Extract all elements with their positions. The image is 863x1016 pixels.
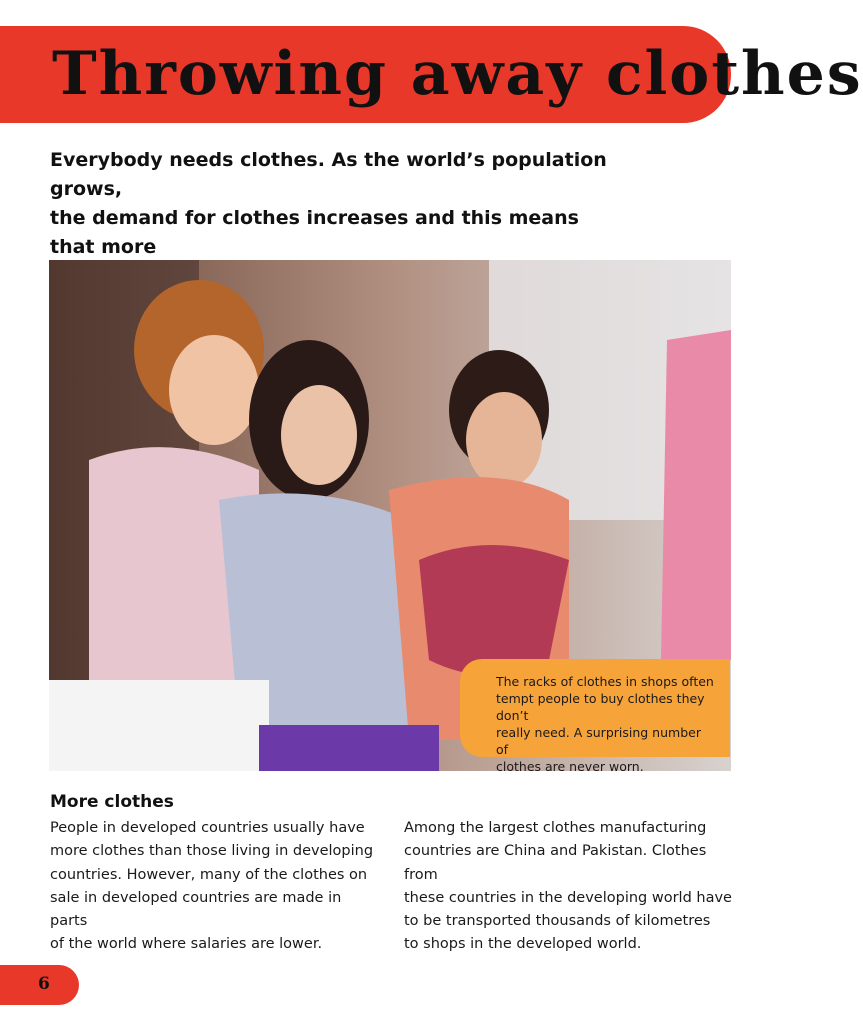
body-column-left [50, 817, 380, 957]
body-line: to shops in the developed world. [404, 936, 642, 953]
body-line: countries are China and Pakistan. Clothes from [404, 843, 707, 883]
caption-line: clothes are never worn. [496, 759, 644, 774]
page-number-tab [0, 965, 79, 1005]
caption-line: The racks of clothes in shops often [496, 674, 714, 689]
caption-line: tempt people to buy clothes they don’t [496, 691, 705, 723]
intro-line: the demand for clothes increases and this means that more [50, 207, 579, 258]
body-line: these countries in the developing world have [404, 889, 732, 906]
caption-line: really need. A surprising number of [496, 725, 701, 757]
body-line: People in developed countries usually have [50, 820, 365, 836]
intro-line: Everybody needs clothes. As the world’s population grows, [50, 149, 607, 200]
photo-caption [460, 659, 730, 774]
body-line: sale in developed countries are made in parts [50, 889, 342, 930]
held-garment [419, 545, 569, 675]
pink-clothes [661, 330, 731, 660]
purple-shopping-bag [259, 725, 439, 771]
page-title: Throwing away clothes [52, 39, 863, 109]
title-banner [0, 26, 863, 123]
body-line: of the world where salaries are lower. [50, 936, 323, 953]
section-heading: More clothes [50, 792, 174, 812]
page-number: 6 [38, 974, 50, 994]
body-line: Among the largest clothes manufacturing [404, 820, 707, 836]
body-line: countries. However, many of the clothes on [50, 866, 368, 883]
woman-left-face [169, 335, 259, 445]
body-line: to be transported thousands of kilometres [404, 913, 711, 930]
body-line: more clothes than those living in developing [50, 843, 374, 860]
woman-right-face [466, 392, 542, 488]
body-column-right [404, 817, 734, 957]
white-shopping-bag [49, 680, 269, 771]
woman-middle-face [281, 385, 357, 485]
